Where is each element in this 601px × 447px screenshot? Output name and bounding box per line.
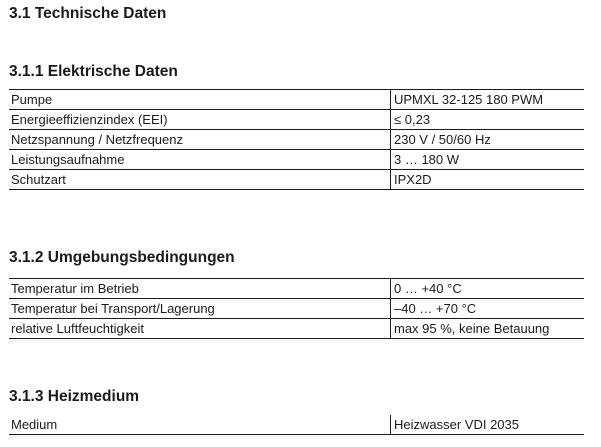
table-row xyxy=(9,90,584,110)
table-row xyxy=(9,299,584,319)
row-label: Pumpe xyxy=(9,90,391,110)
row-label: Leistungsaufnahme xyxy=(9,150,391,170)
row-label: Netzspannung / Netzfrequenz xyxy=(9,130,391,150)
row-label: relative Luftfeuchtigkeit xyxy=(9,319,391,339)
medium-heading: 3.1.3 Heizmedium xyxy=(9,388,140,405)
row-label: Medium xyxy=(9,415,391,435)
section-title: 3.1 Technische Daten xyxy=(9,5,167,22)
row-value: Heizwasser VDI 2035 xyxy=(391,415,585,435)
row-value: ≤ 0,23 xyxy=(391,110,585,130)
table-row xyxy=(9,170,584,190)
medium-table xyxy=(9,415,584,435)
row-value: 230 V / 50/60 Hz xyxy=(391,130,585,150)
table-row xyxy=(9,150,584,170)
row-label: Energieeffizienzindex (EEI) xyxy=(9,110,391,130)
environment-table xyxy=(9,278,584,339)
row-label: Temperatur im Betrieb xyxy=(9,279,391,299)
table-row xyxy=(9,110,584,130)
row-value: 0 … +40 °C xyxy=(391,279,585,299)
table-row xyxy=(9,415,584,435)
row-value: max 95 %, keine Betauung xyxy=(391,319,585,339)
row-value: 3 … 180 W xyxy=(391,150,585,170)
table-row xyxy=(9,130,584,150)
row-value: –40 … +70 °C xyxy=(391,299,585,319)
table-row xyxy=(9,279,584,299)
row-label: Schutzart xyxy=(9,170,391,190)
electrical-table xyxy=(9,89,584,190)
electrical-heading: 3.1.1 Elektrische Daten xyxy=(9,63,178,80)
row-label: Temperatur bei Transport/Lagerung xyxy=(9,299,391,319)
table-row xyxy=(9,319,584,339)
row-value: IPX2D xyxy=(391,170,585,190)
environment-heading: 3.1.2 Umgebungsbedingungen xyxy=(9,249,235,266)
row-value: UPMXL 32-125 180 PWM xyxy=(391,90,585,110)
